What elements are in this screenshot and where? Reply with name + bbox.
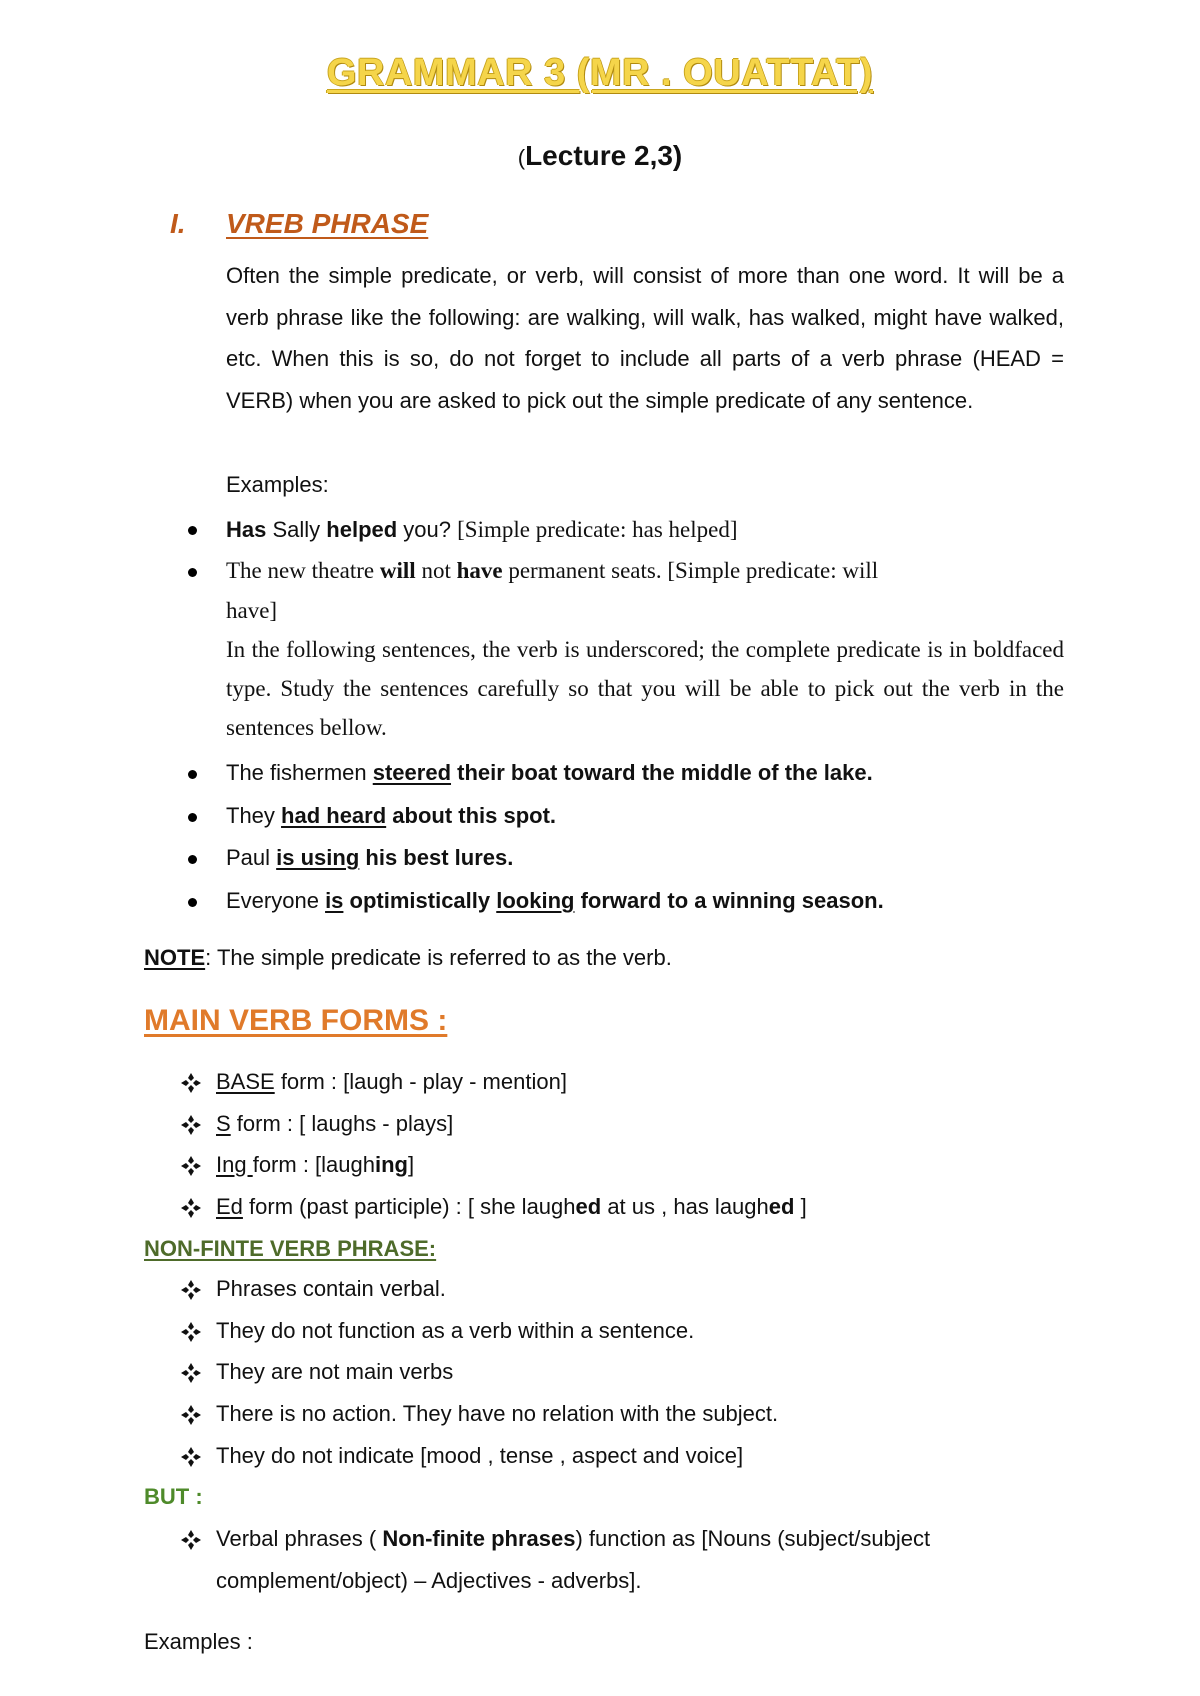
example-5 xyxy=(226,843,513,873)
ex5-verb: is using xyxy=(276,845,360,870)
ex3-part: their boat toward the middle of the lake. xyxy=(451,760,873,785)
form-name: S xyxy=(216,1111,231,1136)
non-finite-item: They do not indicate [mood , tense , aspect and voice] xyxy=(216,1443,744,1468)
form-suffix: ed xyxy=(575,1194,602,1219)
form-desc: form : [ laughs - plays] xyxy=(230,1111,454,1136)
bullet-icon xyxy=(188,898,197,907)
ex1-part: Has xyxy=(226,517,267,542)
ex3-verb: steered xyxy=(372,760,452,785)
section-number: I. xyxy=(170,208,186,239)
diamond-bullet-icon xyxy=(180,1197,202,1219)
form-suffix: ed xyxy=(768,1194,795,1219)
ex4-verb: had heard xyxy=(281,803,387,828)
but-item-line-2: complement/object) – Adjectives - adverbs]. xyxy=(216,1568,642,1593)
non-finite-item: They do not function as a verb within a sentence. xyxy=(216,1318,695,1343)
diamond-bullet-icon xyxy=(180,1529,202,1551)
bullet-icon xyxy=(188,855,197,864)
ex1-part: [Simple predicate: has helped] xyxy=(457,517,738,542)
examples-label: Examples: xyxy=(226,472,329,497)
ex2-part: The new theatre xyxy=(226,558,380,583)
form-desc: ] xyxy=(407,1152,415,1177)
diamond-bullet-icon xyxy=(180,1155,202,1177)
note-label: NOTE xyxy=(144,945,206,970)
verb-form-ed xyxy=(216,1192,807,1222)
form-desc: at us , has laugh xyxy=(601,1194,769,1219)
ex6-part: optimistically xyxy=(343,888,497,913)
example-1 xyxy=(226,515,738,545)
form-suffix: ing xyxy=(374,1152,408,1177)
form-name: BASE xyxy=(216,1069,275,1094)
ex1-part: you? xyxy=(397,517,458,542)
example-2-line-2: have] xyxy=(226,598,278,623)
verb-form-base xyxy=(216,1067,567,1097)
examples-footer: Examples : xyxy=(144,1629,253,1654)
ex1-part: Sally xyxy=(266,517,327,542)
ex6-part: Everyone xyxy=(226,888,326,913)
form-desc: form (past participle) : [ she laugh xyxy=(242,1194,576,1219)
ex6-part: forward to a winning season. xyxy=(574,888,884,913)
example-6 xyxy=(226,886,884,916)
note-line xyxy=(144,945,672,971)
ex6-verb: is xyxy=(325,888,344,913)
section-paragraph: Often the simple predicate, or verb, will consist of more than one word. It will be a verb phrase like the following: are walking, will walk, has walked, might have walked, etc. When this is so, do not forget to include all parts of a verb phrase (HEAD = VERB) when you are asked to pick out the simple predicate of any sentence. xyxy=(226,263,1064,413)
bullet-icon xyxy=(188,770,197,779)
note-text: : The simple predicate is referred to as the verb. xyxy=(205,945,672,970)
ex2-part: permanent seats. [Simple predicate: will xyxy=(502,558,879,583)
non-finite-heading: NON-FINTE VERB PHRASE: xyxy=(144,1236,437,1261)
but-part: Non-finite phrases xyxy=(382,1526,576,1551)
verb-form-s xyxy=(216,1109,453,1139)
but-heading: BUT : xyxy=(144,1484,203,1509)
ex2-part: will xyxy=(379,558,416,583)
non-finite-item: Phrases contain verbal. xyxy=(216,1276,446,1301)
form-desc: ] xyxy=(794,1194,807,1219)
but-item-line-1 xyxy=(216,1524,930,1554)
diamond-bullet-icon xyxy=(180,1404,202,1426)
diamond-bullet-icon xyxy=(180,1362,202,1384)
ex6-verb: looking xyxy=(496,888,575,913)
example-4 xyxy=(226,801,556,831)
bullet-icon xyxy=(188,813,197,822)
lecture-subtitle xyxy=(0,140,1200,172)
bullet-icon xyxy=(188,568,197,577)
ex4-part: about this spot. xyxy=(386,803,557,828)
main-verb-forms-heading: MAIN VERB FORMS : xyxy=(144,1004,448,1037)
non-finite-item: They are not main verbs xyxy=(216,1359,454,1384)
example-2-line-1 xyxy=(226,556,878,586)
form-name: Ed xyxy=(216,1194,243,1219)
ex4-part: They xyxy=(226,803,282,828)
ex2-part: not xyxy=(415,558,457,583)
ex5-part: Paul xyxy=(226,845,277,870)
verb-form-ing xyxy=(216,1150,414,1180)
document-title: GRAMMAR 3 (MR . OUATTAT) xyxy=(326,52,874,94)
subtitle-open-paren: ( xyxy=(517,145,526,170)
form-name: Ing xyxy=(216,1152,253,1177)
form-desc: form : [laugh - play - mention] xyxy=(274,1069,567,1094)
subtitle-text: Lecture 2,3) xyxy=(525,140,683,171)
diamond-bullet-icon xyxy=(180,1446,202,1468)
ex1-part: helped xyxy=(326,517,398,542)
form-desc: form : [laugh xyxy=(252,1152,375,1177)
explain-paragraph: In the following sentences, the verb is underscored; the complete predicate is in boldfaced type. Study the sentences carefully so that you will be able to pick out the verb in the sentences bellow. xyxy=(226,637,1064,740)
ex3-part: The fishermen xyxy=(226,760,373,785)
but-part: ) function as [Nouns (subject/subject xyxy=(575,1526,931,1551)
diamond-bullet-icon xyxy=(180,1279,202,1301)
ex5-part: his best lures. xyxy=(359,845,514,870)
bullet-icon xyxy=(188,526,197,535)
but-part: Verbal phrases ( xyxy=(216,1526,383,1551)
diamond-bullet-icon xyxy=(180,1072,202,1094)
diamond-bullet-icon xyxy=(180,1114,202,1136)
example-3 xyxy=(226,758,873,788)
section-title: VREB PHRASE xyxy=(226,208,429,239)
diamond-bullet-icon xyxy=(180,1321,202,1343)
ex2-part: have xyxy=(456,558,503,583)
non-finite-item: There is no action. They have no relation with the subject. xyxy=(216,1401,779,1426)
